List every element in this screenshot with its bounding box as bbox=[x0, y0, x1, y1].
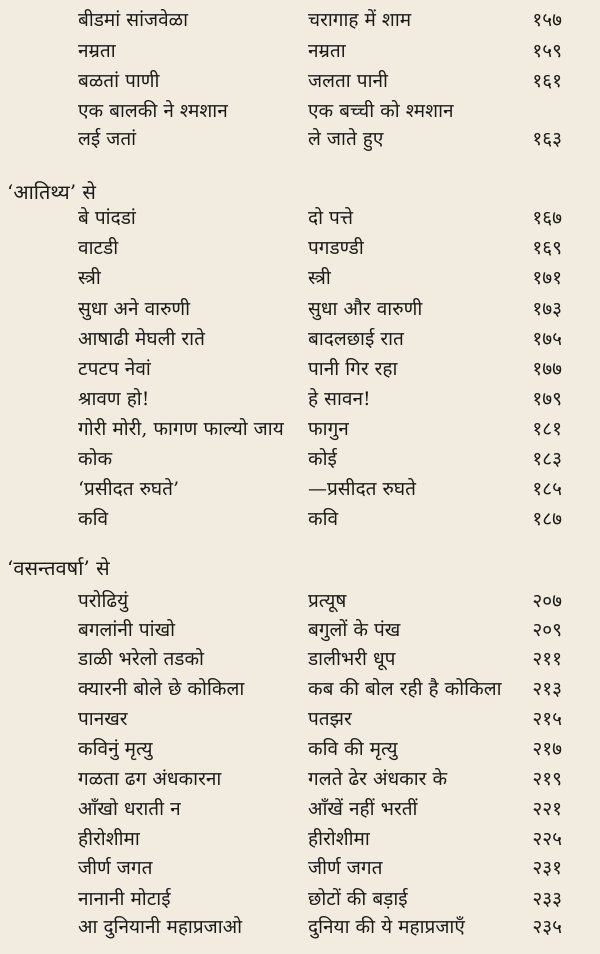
gujarati-title: कविनुं मृत्यु bbox=[78, 738, 153, 760]
list-item bbox=[0, 5, 600, 35]
list-item bbox=[0, 674, 600, 704]
page-number: १६७ bbox=[532, 207, 562, 229]
list-item bbox=[0, 504, 600, 534]
gujarati-title: गोरी मोरी, फागण फाल्यो जाय bbox=[78, 418, 284, 440]
page-number: १५९ bbox=[532, 40, 562, 62]
page-number: १६३ bbox=[532, 128, 562, 150]
hindi-title: सुधा और वारुणी bbox=[308, 298, 423, 320]
hindi-title: हीरोशीमा bbox=[308, 828, 370, 850]
page-number: १५७ bbox=[532, 9, 562, 31]
page-number: २१७ bbox=[532, 738, 562, 760]
gujarati-title: हीरोशीमा bbox=[78, 828, 140, 850]
gujarati-title: गळता ढग अंधकारना bbox=[78, 768, 222, 790]
page-number: १७१ bbox=[532, 267, 562, 289]
list-item bbox=[0, 853, 600, 883]
page-number: १७३ bbox=[532, 298, 562, 320]
gujarati-title: सुधा अने वारुणी bbox=[78, 298, 191, 320]
hindi-title: बादलछाई रात bbox=[308, 328, 404, 350]
hindi-title: कवि की मृत्यु bbox=[308, 738, 398, 760]
page-number: २१५ bbox=[532, 708, 562, 730]
page-number: २११ bbox=[532, 648, 562, 670]
list-item bbox=[0, 263, 600, 293]
gujarati-title: एक बालकी ने श्मशान bbox=[78, 100, 228, 122]
gujarati-title: कवि bbox=[78, 508, 109, 530]
section-heading: ‘वसन्तवर्षा’ से bbox=[7, 556, 110, 580]
page-number: २०७ bbox=[532, 590, 562, 612]
gujarati-title: जीर्ण जगत bbox=[78, 857, 153, 879]
list-item bbox=[0, 354, 600, 384]
page-number: १८३ bbox=[532, 448, 562, 470]
hindi-title: दो पत्ते bbox=[308, 207, 353, 229]
page-number: १८१ bbox=[532, 418, 562, 440]
list-item bbox=[0, 96, 600, 126]
hindi-title: बगुलों के पंख bbox=[308, 619, 401, 641]
hindi-title: चरागाह में शाम bbox=[308, 9, 412, 31]
list-item bbox=[0, 734, 600, 764]
gujarati-title: श्रावण हो! bbox=[78, 388, 150, 410]
list-item bbox=[0, 912, 600, 942]
hindi-title: पतझर bbox=[308, 708, 352, 730]
gujarati-title: आँखो धराती न bbox=[78, 798, 181, 820]
gujarati-title: डाळी भरेलो तडको bbox=[78, 648, 204, 670]
hindi-title: नम्रता bbox=[308, 40, 346, 62]
gujarati-title: क्यारनी बोले छे कोकिला bbox=[78, 678, 245, 700]
list-item bbox=[0, 294, 600, 324]
list-item bbox=[0, 124, 600, 154]
gujarati-title: आषाढी मेघली राते bbox=[78, 328, 205, 350]
hindi-title: स्त्री bbox=[308, 267, 331, 289]
page-number: २३५ bbox=[532, 916, 562, 938]
list-item bbox=[0, 615, 600, 645]
list-item bbox=[0, 66, 600, 96]
page-number: २२१ bbox=[532, 798, 562, 820]
gujarati-title: स्त्री bbox=[78, 267, 101, 289]
hindi-title: जलता पानी bbox=[308, 70, 388, 92]
gujarati-title: नम्रता bbox=[78, 40, 116, 62]
page-number: १६९ bbox=[532, 237, 562, 259]
gujarati-title: टपटप नेवां bbox=[78, 358, 151, 380]
hindi-title: एक बच्ची को श्मशान bbox=[308, 100, 454, 122]
gujarati-title: बे पांदडां bbox=[78, 207, 136, 229]
list-item bbox=[0, 36, 600, 66]
hindi-title: दुनिया की ये महाप्रजाएँ bbox=[308, 916, 465, 938]
page-number: १६१ bbox=[532, 70, 562, 92]
hindi-title: कब की बोल रही है कोकिला bbox=[308, 678, 502, 700]
gujarati-title: परोढियुं bbox=[78, 590, 129, 612]
list-item bbox=[0, 233, 600, 263]
hindi-title: कोई bbox=[308, 448, 337, 470]
list-item bbox=[0, 324, 600, 354]
list-item bbox=[0, 203, 600, 233]
hindi-title: फागुन bbox=[308, 418, 349, 440]
gujarati-title: आ दुनियानी महाप्रजाओ bbox=[78, 916, 243, 938]
hindi-title: गलते ढेर अंधकार के bbox=[308, 768, 448, 790]
hindi-title: पगडण्डी bbox=[308, 237, 364, 259]
page-number: १७७ bbox=[532, 358, 562, 380]
hindi-title: जीर्ण जगत bbox=[308, 857, 383, 879]
gujarati-title: लई जतां bbox=[78, 128, 137, 150]
hindi-title: —प्रसीदत रुघते bbox=[308, 478, 416, 500]
hindi-title: डालीभरी धूप bbox=[308, 648, 396, 670]
gujarati-title: बळतां पाणी bbox=[78, 70, 160, 92]
page-number: १८७ bbox=[532, 508, 562, 530]
page-number: २१९ bbox=[532, 768, 562, 790]
page-number: २३१ bbox=[532, 857, 562, 879]
gujarati-title: ‘प्रसीदत रुघते’ bbox=[78, 478, 180, 500]
gujarati-title: वाटडी bbox=[78, 237, 119, 259]
hindi-title: छोटों की बड़ाई bbox=[308, 888, 408, 910]
page-number: १७९ bbox=[532, 388, 562, 410]
page-number: १७५ bbox=[532, 328, 562, 350]
list-item bbox=[0, 884, 600, 914]
section-heading: ‘आतिथ्य’ से bbox=[7, 180, 96, 204]
list-item bbox=[0, 414, 600, 444]
page-number: २१३ bbox=[532, 678, 562, 700]
gujarati-title: बगलांनी पांखो bbox=[78, 619, 176, 641]
page-number: २०९ bbox=[532, 619, 562, 641]
list-item bbox=[0, 704, 600, 734]
hindi-title: प्रत्यूष bbox=[308, 590, 347, 612]
page-number: १८५ bbox=[532, 478, 562, 500]
page-number: २२५ bbox=[532, 828, 562, 850]
list-item bbox=[0, 644, 600, 674]
gujarati-title: पानखर bbox=[78, 708, 128, 730]
gujarati-title: नानानी मोटाई bbox=[78, 888, 171, 910]
hindi-title: हे सावन! bbox=[308, 388, 371, 410]
list-item bbox=[0, 824, 600, 854]
gujarati-title: बीडमां सांजवेळा bbox=[78, 9, 189, 31]
hindi-title: ले जाते हुए bbox=[308, 128, 384, 150]
list-item bbox=[0, 474, 600, 504]
hindi-title: पानी गिर रहा bbox=[308, 358, 398, 380]
list-item bbox=[0, 586, 600, 616]
list-item bbox=[0, 384, 600, 414]
list-item bbox=[0, 794, 600, 824]
list-item bbox=[0, 764, 600, 794]
hindi-title: आँखें नहीं भरतीं bbox=[308, 798, 418, 820]
page-number: २३३ bbox=[532, 888, 562, 910]
gujarati-title: कोक bbox=[78, 448, 113, 470]
hindi-title: कवि bbox=[308, 508, 339, 530]
list-item bbox=[0, 444, 600, 474]
